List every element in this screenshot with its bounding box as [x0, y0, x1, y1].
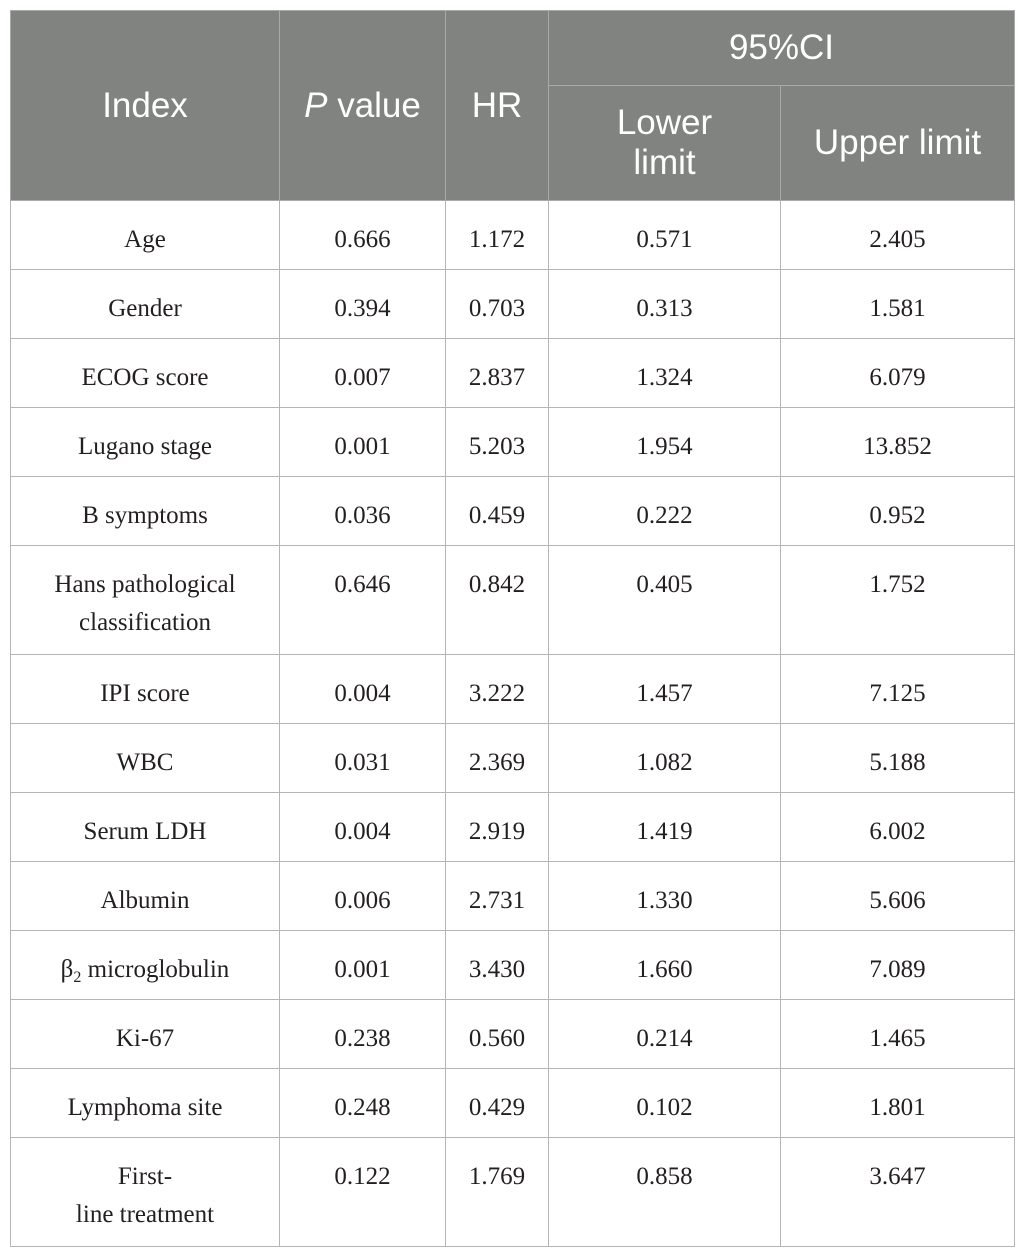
cell-index: [11, 931, 280, 1000]
cell-index: WBC: [11, 724, 280, 793]
cell-lower: 0.222: [549, 477, 781, 546]
cell-lower: 1.660: [549, 931, 781, 1000]
cell-p: 0.001: [280, 931, 446, 1000]
header-hr: HR: [446, 11, 549, 201]
cell-p: 0.394: [280, 270, 446, 339]
cell-index: IPI score: [11, 655, 280, 724]
header-upper-limit: Upper limit: [781, 86, 1015, 201]
cell-index-subscript: 2: [73, 969, 82, 986]
cell-hr: 2.369: [446, 724, 549, 793]
cell-upper: 6.002: [781, 793, 1015, 862]
cell-index-rest: microglobulin: [81, 956, 230, 983]
cell-index-greek: β: [60, 956, 74, 983]
cell-p: 0.004: [280, 793, 446, 862]
cell-upper: 6.079: [781, 339, 1015, 408]
cell-upper: 7.089: [781, 931, 1015, 1000]
cell-index: [11, 1138, 280, 1247]
cell-hr: 1.172: [446, 201, 549, 270]
table-row: [11, 724, 1015, 793]
header-index: Index: [11, 11, 280, 201]
cell-index: [11, 546, 280, 655]
cell-upper: 5.606: [781, 862, 1015, 931]
table-row: [11, 408, 1015, 477]
cell-upper: 3.647: [781, 1138, 1015, 1247]
cell-upper: 0.952: [781, 477, 1015, 546]
table-row: [11, 1000, 1015, 1069]
cell-p: 0.646: [280, 546, 446, 655]
cell-index: ECOG score: [11, 339, 280, 408]
cell-hr: 5.203: [446, 408, 549, 477]
cell-upper: 7.125: [781, 655, 1015, 724]
cell-hr: 2.731: [446, 862, 549, 931]
cell-lower: 1.419: [549, 793, 781, 862]
cox-regression-table: [10, 10, 1015, 1247]
table-row: [11, 793, 1015, 862]
table-row: [11, 201, 1015, 270]
cell-index: Lugano stage: [11, 408, 280, 477]
cell-p: 0.248: [280, 1069, 446, 1138]
header-p-value: [280, 11, 446, 201]
cell-lower: 0.405: [549, 546, 781, 655]
cell-index: Gender: [11, 270, 280, 339]
table-body: [11, 201, 1015, 1247]
cell-upper: 13.852: [781, 408, 1015, 477]
cell-p: 0.007: [280, 339, 446, 408]
header-lower-line2: limit: [633, 143, 696, 182]
cell-p: 0.036: [280, 477, 446, 546]
cell-lower: 1.324: [549, 339, 781, 408]
cell-index: Ki-67: [11, 1000, 280, 1069]
cell-hr: 2.837: [446, 339, 549, 408]
cell-hr: 3.430: [446, 931, 549, 1000]
table-row: [11, 655, 1015, 724]
cell-index: Age: [11, 201, 280, 270]
cell-p: 0.122: [280, 1138, 446, 1247]
cell-index-line1: Hans pathological: [54, 571, 236, 598]
cell-index: Albumin: [11, 862, 280, 931]
cell-index-line1: First-: [117, 1163, 173, 1190]
table-row: [11, 477, 1015, 546]
results-table-container: [10, 10, 1014, 1247]
cell-upper: 1.801: [781, 1069, 1015, 1138]
table-row: [11, 862, 1015, 931]
table-row: [11, 339, 1015, 408]
cell-hr: 0.703: [446, 270, 549, 339]
table-row: [11, 931, 1015, 1000]
cell-hr: 1.769: [446, 1138, 549, 1247]
cell-lower: 1.457: [549, 655, 781, 724]
cell-lower: 1.082: [549, 724, 781, 793]
cell-upper: 1.752: [781, 546, 1015, 655]
table-row: [11, 1138, 1015, 1247]
header-lower-line1: Lower: [616, 103, 713, 142]
cell-upper: 5.188: [781, 724, 1015, 793]
cell-lower: 0.102: [549, 1069, 781, 1138]
header-p-italic: P: [304, 85, 328, 125]
cell-lower: 0.858: [549, 1138, 781, 1247]
cell-hr: 0.459: [446, 477, 549, 546]
cell-index: Serum LDH: [11, 793, 280, 862]
cell-upper: 2.405: [781, 201, 1015, 270]
cell-lower: 1.954: [549, 408, 781, 477]
cell-p: 0.004: [280, 655, 446, 724]
cell-lower: 0.313: [549, 270, 781, 339]
cell-p: 0.006: [280, 862, 446, 931]
cell-p: 0.666: [280, 201, 446, 270]
header-p-rest: value: [327, 85, 421, 125]
cell-hr: 0.842: [446, 546, 549, 655]
cell-index-line2: line treatment: [75, 1201, 215, 1228]
table-header: [11, 11, 1015, 201]
cell-upper: 1.465: [781, 1000, 1015, 1069]
cell-p: 0.238: [280, 1000, 446, 1069]
cell-hr: 3.222: [446, 655, 549, 724]
cell-upper: 1.581: [781, 270, 1015, 339]
cell-lower: 1.330: [549, 862, 781, 931]
cell-index: Lymphoma site: [11, 1069, 280, 1138]
table-row: [11, 1069, 1015, 1138]
cell-p: 0.001: [280, 408, 446, 477]
cell-index-line2: classification: [79, 609, 211, 636]
cell-hr: 0.560: [446, 1000, 549, 1069]
table-row: [11, 546, 1015, 655]
table-row: [11, 270, 1015, 339]
cell-lower: 0.214: [549, 1000, 781, 1069]
cell-lower: 0.571: [549, 201, 781, 270]
cell-index: B symptoms: [11, 477, 280, 546]
cell-hr: 2.919: [446, 793, 549, 862]
cell-p: 0.031: [280, 724, 446, 793]
cell-hr: 0.429: [446, 1069, 549, 1138]
header-lower-limit: [549, 86, 781, 201]
header-ci: 95%CI: [549, 11, 1015, 86]
